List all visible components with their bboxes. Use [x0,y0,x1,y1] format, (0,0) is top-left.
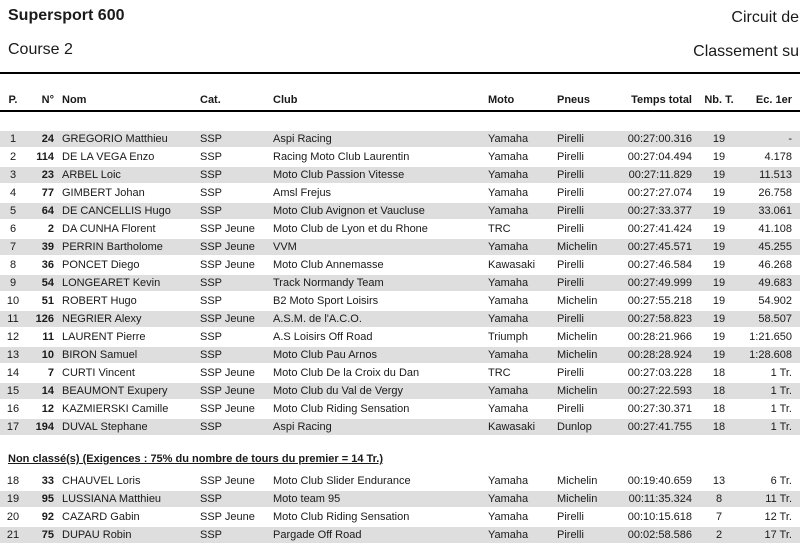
cell-lap-count: 19 [712,313,726,325]
cell-tyres: Pirelli [557,529,584,541]
cell-bike: Yamaha [488,295,529,307]
cell-name: DA CUNHA Florent [62,223,156,235]
table-column-headers [0,92,800,108]
cell-category: SSP Jeune [200,241,255,253]
column-header-club: Club [273,94,298,106]
cell-number: 24 [41,133,54,145]
cell-position: 15 [6,385,20,397]
cell-gap-to-first: 17 Tr. [764,529,792,541]
cell-bike: Yamaha [488,385,529,397]
cell-position: 9 [9,277,17,289]
table-row [0,167,800,185]
header-divider [0,110,800,112]
cell-position: 4 [9,187,17,199]
cell-position: 14 [6,367,20,379]
cell-bike: Yamaha [488,277,529,289]
cell-number: 51 [41,295,54,307]
cell-club: Aspi Racing [273,421,332,433]
cell-lap-count: 7 [715,511,723,523]
cell-category: SSP [200,529,223,541]
cell-total-time: 00:27:33.377 [627,205,692,217]
cell-category: SSP Jeune [200,259,255,271]
cell-name: CAZARD Gabin [62,511,140,523]
cell-bike: Yamaha [488,475,529,487]
cell-gap-to-first: 1:28.608 [749,349,792,361]
cell-tyres: Pirelli [557,511,584,523]
cell-gap-to-first: 1:21.650 [749,331,792,343]
cell-position: 17 [6,421,20,433]
cell-number: 194 [35,421,54,433]
cell-position: 6 [9,223,17,235]
cell-gap-to-first: 46.268 [758,259,792,271]
cell-lap-count: 19 [712,295,726,307]
cell-number: 23 [41,169,54,181]
cell-number: 11 [42,331,54,343]
cell-name: PERRIN Bartholome [62,241,163,253]
cell-tyres: Pirelli [557,259,584,271]
cell-total-time: 00:19:40.659 [627,475,692,487]
cell-bike: Yamaha [488,349,529,361]
cell-category: SSP [200,169,223,181]
cell-club: Moto Club Pau Arnos [273,349,377,361]
cell-gap-to-first: 49.683 [758,277,792,289]
cell-bike: TRC [488,367,511,379]
cell-lap-count: 19 [712,241,726,253]
cell-position: 11 [7,313,19,325]
cell-lap-count: 19 [712,151,726,163]
cell-category: SSP [200,205,223,217]
cell-category: SSP [200,277,223,289]
page-title: Supersport 600 [8,7,125,24]
cell-category: SSP [200,187,223,199]
cell-lap-count: 8 [715,493,723,505]
cell-gap-to-first: 1 Tr. [770,421,792,433]
cell-total-time: 00:27:04.494 [627,151,692,163]
cell-number: 114 [36,151,54,163]
table-row [0,221,800,239]
cell-category: SSP Jeune [200,313,255,325]
cell-bike: Kawasaki [488,259,536,271]
cell-position: 13 [6,349,20,361]
cell-gap-to-first: 11 Tr. [765,493,792,505]
cell-position: 12 [6,331,20,343]
cell-gap-to-first: 45.255 [758,241,792,253]
cell-club: Amsl Frejus [273,187,332,199]
cell-total-time: 00:02:58.586 [627,529,692,541]
table-row [0,527,800,545]
cell-category: SSP Jeune [200,385,255,397]
cell-club: Moto Club du Val de Vergy [273,385,404,397]
cell-category: SSP Jeune [200,475,255,487]
cell-number: 33 [41,475,54,487]
cell-name: ROBERT Hugo [62,295,137,307]
cell-name: BIRON Samuel [62,349,138,361]
cell-number: 7 [47,367,54,379]
cell-number: 75 [41,529,54,541]
cell-club: Pargade Off Road [273,529,362,541]
cell-tyres: Michelin [557,349,598,361]
cell-name: BEAUMONT Exupery [62,385,168,397]
cell-tyres: Michelin [557,385,598,397]
cell-total-time: 00:27:30.371 [627,403,692,415]
cell-club: A.S.M. de l'A.C.O. [273,313,362,325]
cell-bike: Yamaha [488,511,529,523]
cell-category: SSP [200,331,223,343]
cell-name: DE CANCELLIS Hugo [62,205,171,217]
cell-lap-count: 18 [712,367,726,379]
cell-total-time: 00:27:22.593 [627,385,692,397]
cell-total-time: 00:28:28.924 [627,349,692,361]
circuit-label: Circuit de [731,9,799,26]
cell-club: Racing Moto Club Laurentin [273,151,410,163]
cell-gap-to-first: 1 Tr. [770,385,792,397]
cell-tyres: Michelin [557,241,598,253]
table-row [0,401,800,419]
cell-position: 19 [6,493,20,505]
cell-category: SSP [200,151,223,163]
cell-tyres: Michelin [557,331,598,343]
cell-position: 3 [9,169,17,181]
table-row [0,149,800,167]
cell-gap-to-first: 54.902 [758,295,792,307]
cell-name: GIMBERT Johan [62,187,145,199]
table-row [0,185,800,203]
cell-total-time: 00:27:41.424 [627,223,692,235]
column-header-tyres: Pneus [557,94,591,106]
cell-total-time: 00:11:35.324 [628,493,692,505]
cell-number: 14 [41,385,54,397]
cell-bike: Yamaha [488,133,529,145]
cell-gap-to-first: - [788,133,792,145]
unclassified-section-header: Non classé(s) (Exigences : 75% du nombre de tours du premier = 14 Tr.) [8,453,384,465]
top-divider [0,72,800,74]
cell-total-time: 00:27:00.316 [627,133,692,145]
cell-bike: Yamaha [488,205,529,217]
cell-number: 77 [41,187,54,199]
cell-lap-count: 19 [712,205,726,217]
cell-lap-count: 19 [712,133,726,145]
cell-gap-to-first: 33.061 [758,205,792,217]
cell-number: 126 [35,313,54,325]
cell-total-time: 00:27:45.571 [627,241,692,253]
cell-number: 92 [41,511,54,523]
table-row [0,275,800,293]
cell-club: Aspi Racing [273,133,332,145]
cell-name: PONCET Diego [62,259,140,271]
cell-bike: Yamaha [488,241,529,253]
cell-name: DUVAL Stephane [62,421,148,433]
cell-name: LAURENT Pierre [62,331,146,343]
cell-position: 8 [9,259,17,271]
column-header-position: P. [8,94,18,106]
cell-lap-count: 19 [712,169,726,181]
cell-tyres: Pirelli [557,403,584,415]
cell-position: 5 [9,205,17,217]
cell-club: B2 Moto Sport Loisirs [273,295,379,307]
cell-lap-count: 18 [712,421,726,433]
cell-total-time: 00:27:27.074 [627,187,692,199]
cell-number: 39 [41,241,54,253]
cell-club: Track Normandy Team [273,277,384,289]
unclassified-results-table [0,473,800,545]
cell-position: 2 [9,151,17,163]
cell-tyres: Pirelli [557,169,584,181]
cell-name: DUPAU Robin [62,529,132,541]
cell-bike: Kawasaki [488,421,536,433]
table-row [0,311,800,329]
table-row [0,239,800,257]
cell-position: 16 [6,403,20,415]
cell-position: 18 [6,475,20,487]
cell-bike: Yamaha [488,493,529,505]
cell-gap-to-first: 4.178 [764,151,792,163]
cell-gap-to-first: 12 Tr. [764,511,792,523]
cell-club: Moto Club Annemasse [273,259,384,271]
table-row [0,509,800,527]
cell-number: 54 [41,277,54,289]
cell-name: ARBEL Loic [62,169,121,181]
cell-tyres: Pirelli [557,313,584,325]
cell-lap-count: 19 [712,349,726,361]
cell-number: 2 [47,223,54,235]
cell-lap-count: 19 [712,259,726,271]
cell-category: SSP [200,493,223,505]
cell-name: CURTI Vincent [62,367,135,379]
cell-lap-count: 19 [712,187,726,199]
cell-gap-to-first: 1 Tr. [770,403,792,415]
table-row [0,419,800,437]
table-row [0,203,800,221]
cell-lap-count: 13 [712,475,726,487]
cell-bike: Yamaha [488,187,529,199]
cell-tyres: Michelin [557,295,598,307]
cell-bike: Yamaha [488,313,529,325]
cell-total-time: 00:28:21.966 [627,331,692,343]
table-row [0,383,800,401]
cell-position: 1 [9,133,17,145]
cell-total-time: 00:27:11.829 [628,169,692,181]
cell-club: Moto Club De la Croix du Dan [273,367,420,379]
table-row [0,365,800,383]
table-row [0,347,800,365]
cell-gap-to-first: 58.507 [758,313,792,325]
cell-club: Moto Club Avignon et Vaucluse [273,205,425,217]
cell-club: Moto Club Riding Sensation [273,511,410,523]
column-header-bike: Moto [488,94,515,106]
cell-tyres: Pirelli [557,367,584,379]
cell-position: 20 [6,511,20,523]
race-label: Course 2 [8,41,73,58]
cell-gap-to-first: 11.513 [759,169,792,181]
cell-total-time: 00:27:03.228 [627,367,692,379]
cell-bike: Yamaha [488,151,529,163]
table-row [0,257,800,275]
column-header-gap: Ec. 1er [755,94,792,106]
cell-category: SSP Jeune [200,367,255,379]
table-row [0,473,800,491]
cell-club: Moto Club Riding Sensation [273,403,410,415]
cell-tyres: Dunlop [557,421,592,433]
cell-tyres: Pirelli [557,133,584,145]
cell-number: 95 [41,493,54,505]
cell-tyres: Pirelli [557,151,584,163]
cell-bike: Triumph [488,331,528,343]
cell-category: SSP Jeune [200,403,255,415]
cell-number: 36 [41,259,54,271]
cell-position: 7 [9,241,17,253]
column-header-number: N° [41,94,54,106]
cell-name: LONGEARET Kevin [62,277,161,289]
cell-lap-count: 2 [715,529,723,541]
cell-category: SSP [200,421,223,433]
cell-lap-count: 19 [712,331,726,343]
table-row [0,491,800,509]
cell-tyres: Michelin [557,475,598,487]
cell-number: 10 [41,349,54,361]
cell-club: Moto Club Passion Vitesse [273,169,405,181]
cell-tyres: Pirelli [557,205,584,217]
cell-position: 21 [6,529,20,541]
cell-name: KAZMIERSKI Camille [62,403,169,415]
cell-tyres: Pirelli [557,277,584,289]
column-header-category: Cat. [200,94,221,106]
cell-name: CHAUVEL Loris [62,475,141,487]
cell-tyres: Michelin [557,493,598,505]
cell-lap-count: 19 [712,277,726,289]
cell-total-time: 00:27:41.755 [627,421,692,433]
cell-number: 12 [41,403,54,415]
cell-club: VVM [273,241,297,253]
classified-results-table [0,131,800,437]
cell-category: SSP [200,133,223,145]
table-row [0,329,800,347]
cell-bike: Yamaha [488,403,529,415]
cell-club: Moto Club Slider Endurance [273,475,411,487]
column-header-lap-count: Nb. T. [704,94,734,106]
cell-bike: TRC [488,223,511,235]
cell-gap-to-first: 41.108 [758,223,792,235]
cell-total-time: 00:27:58.823 [627,313,692,325]
cell-name: LUSSIANA Matthieu [62,493,162,505]
cell-club: A.S Loisirs Off Road [273,331,373,343]
cell-number: 64 [41,205,54,217]
cell-gap-to-first: 6 Tr. [770,475,792,487]
cell-name: NEGRIER Alexy [62,313,142,325]
cell-position: 10 [6,295,20,307]
cell-club: Moto team 95 [273,493,341,505]
cell-bike: Yamaha [488,169,529,181]
cell-tyres: Pirelli [557,187,584,199]
column-header-total-time: Temps total [631,94,692,106]
cell-category: SSP Jeune [200,223,255,235]
cell-tyres: Pirelli [557,223,584,235]
cell-name: GREGORIO Matthieu [62,133,168,145]
cell-bike: Yamaha [488,529,529,541]
cell-lap-count: 18 [712,385,726,397]
classement-label: Classement su [693,43,799,60]
cell-lap-count: 19 [712,223,726,235]
table-row [0,293,800,311]
cell-category: SSP [200,349,223,361]
cell-club: Moto Club de Lyon et du Rhone [273,223,428,235]
cell-total-time: 00:10:15.618 [627,511,692,523]
cell-lap-count: 18 [712,403,726,415]
column-header-name: Nom [62,94,87,106]
cell-total-time: 00:27:55.218 [627,295,692,307]
cell-gap-to-first: 26.758 [758,187,792,199]
cell-gap-to-first: 1 Tr. [770,367,792,379]
cell-total-time: 00:27:46.584 [627,259,692,271]
cell-name: DE LA VEGA Enzo [62,151,155,163]
table-row [0,131,800,149]
cell-total-time: 00:27:49.999 [627,277,692,289]
cell-category: SSP [200,295,223,307]
cell-category: SSP Jeune [200,511,255,523]
